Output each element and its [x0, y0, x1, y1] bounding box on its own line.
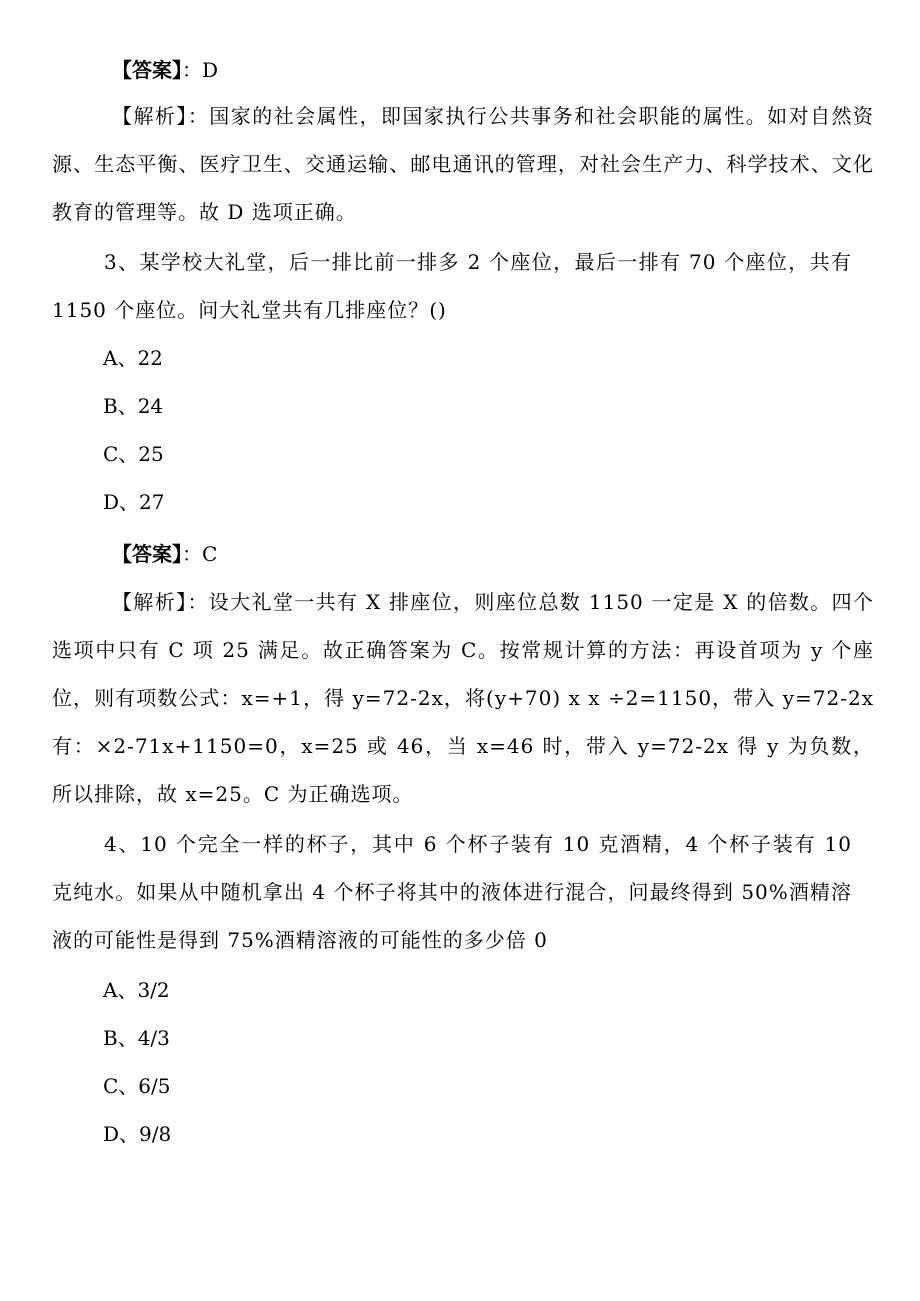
q3-answer-value: ：C	[182, 542, 218, 566]
q2-analysis-tag: 【解析】	[112, 104, 188, 128]
q3-option-b: B、24	[103, 394, 164, 418]
q2-answer-value: ：D	[182, 58, 219, 82]
q2-analysis	[52, 92, 874, 236]
q3-analysis-tag: 【解析】	[112, 590, 188, 614]
q4-option-a: A、3/2	[103, 978, 170, 1002]
q3-answer-line	[112, 540, 217, 568]
q4-option-b: B、4/3	[103, 1026, 170, 1050]
q2-answer-tag: 【答案】	[112, 58, 182, 82]
q3-analysis	[52, 578, 874, 818]
q3-option-a: A、22	[103, 346, 163, 370]
q3-analysis-text: ：设大礼堂一共有 X 排座位，则座位总数 1150 一定是 X 的倍数。四个选项中只有 C 项 25 满足。故正确答案为 C。按常规计算的方法：再设首项为 y 个座位，则有项数公式：x=+1，得 y=72-2x，将(y+70) x x ÷2=1150，带入 y=72-2x 有：×2-71x+1150=0，x=25 或 46，当 x=46 时，带入 y=72-2x 得 y 为负数，所以排除，故 x=25。C 为正确选项。	[52, 590, 875, 806]
q2-analysis-text: ：国家的社会属性，即国家执行公共事务和社会职能的属性。如对自然资源、生态平衡、医疗卫生、交通运输、邮电通讯的管理，对社会生产力、科学技术、文化教育的管理等。故 D 选项正确。	[52, 104, 875, 224]
q3-option-d: D、27	[103, 490, 165, 514]
q3-option-c: C、25	[103, 442, 164, 466]
q3-question: 3、某学校大礼堂，后一排比前一排多 2 个座位，最后一排有 70 个座位，共有 1150 个座位。问大礼堂共有几排座位？()	[52, 250, 852, 322]
q4-option-c: C、6/5	[103, 1074, 171, 1098]
q3-answer-tag: 【答案】	[112, 542, 182, 566]
q2-answer-line	[112, 56, 218, 84]
q4-option-d: D、9/8	[103, 1122, 172, 1146]
q4-question: 4、10 个完全一样的杯子，其中 6 个杯子装有 10 克酒精，4 个杯子装有 10 克纯水。如果从中随机拿出 4 个杯子将其中的液体进行混合，问最终得到 50%酒精溶液的可能性是得到 75%酒精溶液的可能性的多少倍 0	[52, 832, 852, 952]
